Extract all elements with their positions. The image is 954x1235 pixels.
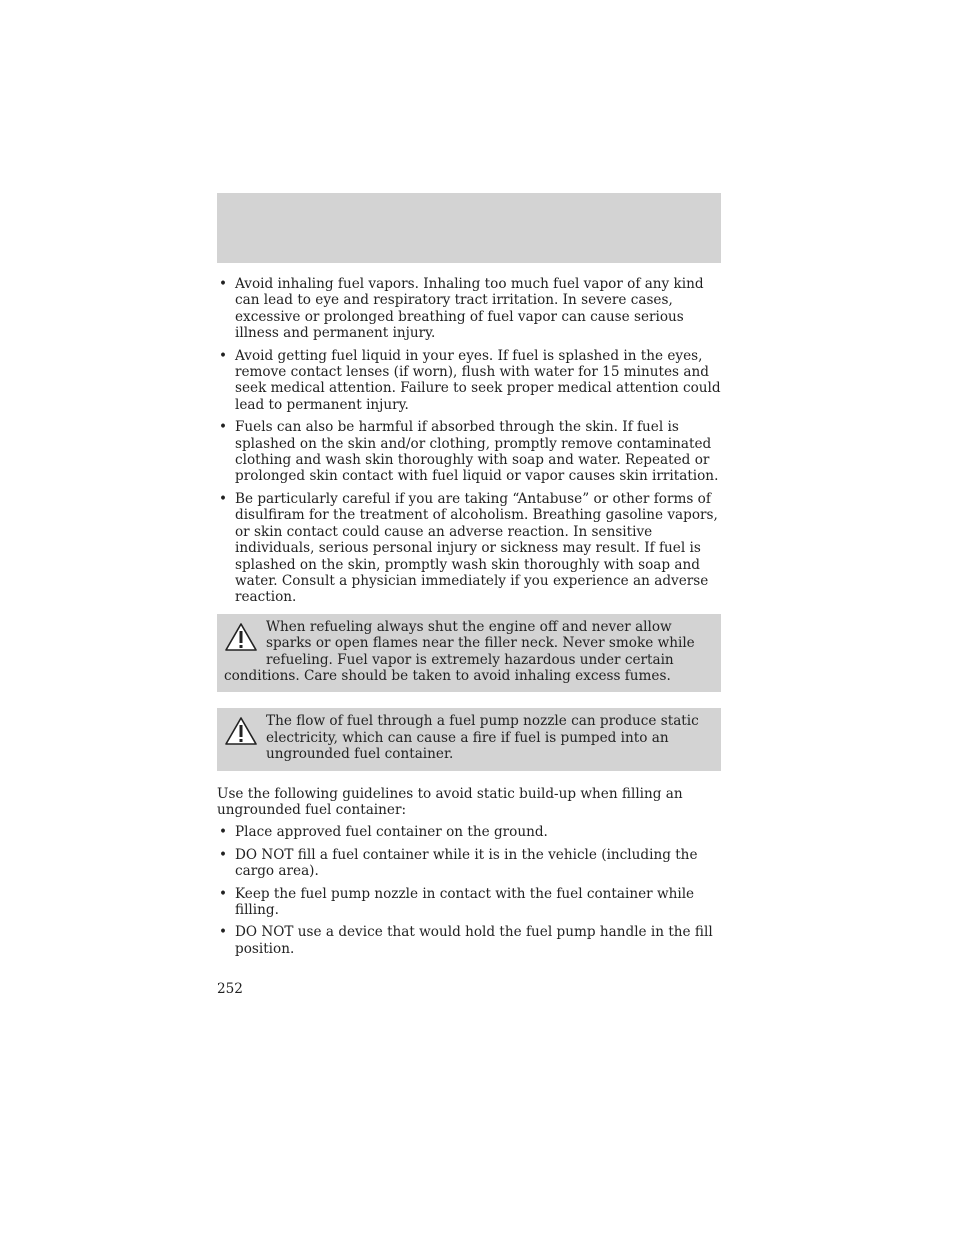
header-band: [217, 193, 721, 263]
static-guidelines-list: [217, 824, 721, 957]
list-item: • Fuels can also be harmful if absorbed through the skin. If fuel is splashed on the skin and/or clothing, promptly remove contaminated clothing and wash skin thoroughly with soap and water. Repeated or prolonged skin contact with fuel liquid or vapor causes skin irritation.: [217, 419, 721, 485]
warning-text: When refueling always shut the engine off and never allow sparks or open flames near the filler neck. Never smoke while refueling. Fuel vapor is extremely hazardous under certain conditions. Care should be taken to avoid inhaling excess fumes.: [224, 618, 695, 684]
list-item: • DO NOT use a device that would hold the fuel pump handle in the fill position.: [217, 924, 721, 957]
warning-box-refueling: [217, 614, 721, 693]
warning-triangle-icon: [224, 622, 258, 652]
fuel-hazard-list: [217, 276, 721, 606]
list-item: • Avoid inhaling fuel vapors. Inhaling too much fuel vapor of any kind can lead to eye and respiratory tract irritation. In severe cases, excessive or prolonged breathing of fuel vapor can cause serious illness and permanent injury.: [217, 276, 721, 342]
list-item: • Be particularly careful if you are taking “Antabuse” or other forms of disulfiram for the treatment of alcoholism. Breathing gasoline vapors, or skin contact could cause an adverse reaction. In sensitive individuals, serious personal injury or sickness may result. If fuel is splashed on the skin, promptly wash skin thoroughly with soap and water. Consult a physician immediately if you experience an adverse reaction.: [217, 491, 721, 606]
list-item: • Place approved fuel container on the ground.: [217, 824, 721, 840]
page-number: 252: [217, 981, 243, 997]
list-item: • Avoid getting fuel liquid in your eyes. If fuel is splashed in the eyes, remove contact lenses (if worn), flush with water for 15 minutes and seek medical attention. Failure to seek proper medical attention could lead to permanent injury.: [217, 348, 721, 414]
warning-box-static: [217, 708, 721, 770]
list-item: • Keep the fuel pump nozzle in contact with the fuel container while filling.: [217, 886, 721, 919]
warning-text: The flow of fuel through a fuel pump nozzle can produce static electricity, which can cause a fire if fuel is pumped into an ungrounded fuel container.: [266, 713, 699, 763]
warning-triangle-icon: [224, 716, 258, 746]
page-content: [217, 276, 721, 963]
list-item: • DO NOT fill a fuel container while it is in the vehicle (including the cargo area).: [217, 847, 721, 880]
guidelines-intro: Use the following guidelines to avoid static build-up when filling an ungrounded fuel container:: [217, 785, 683, 818]
